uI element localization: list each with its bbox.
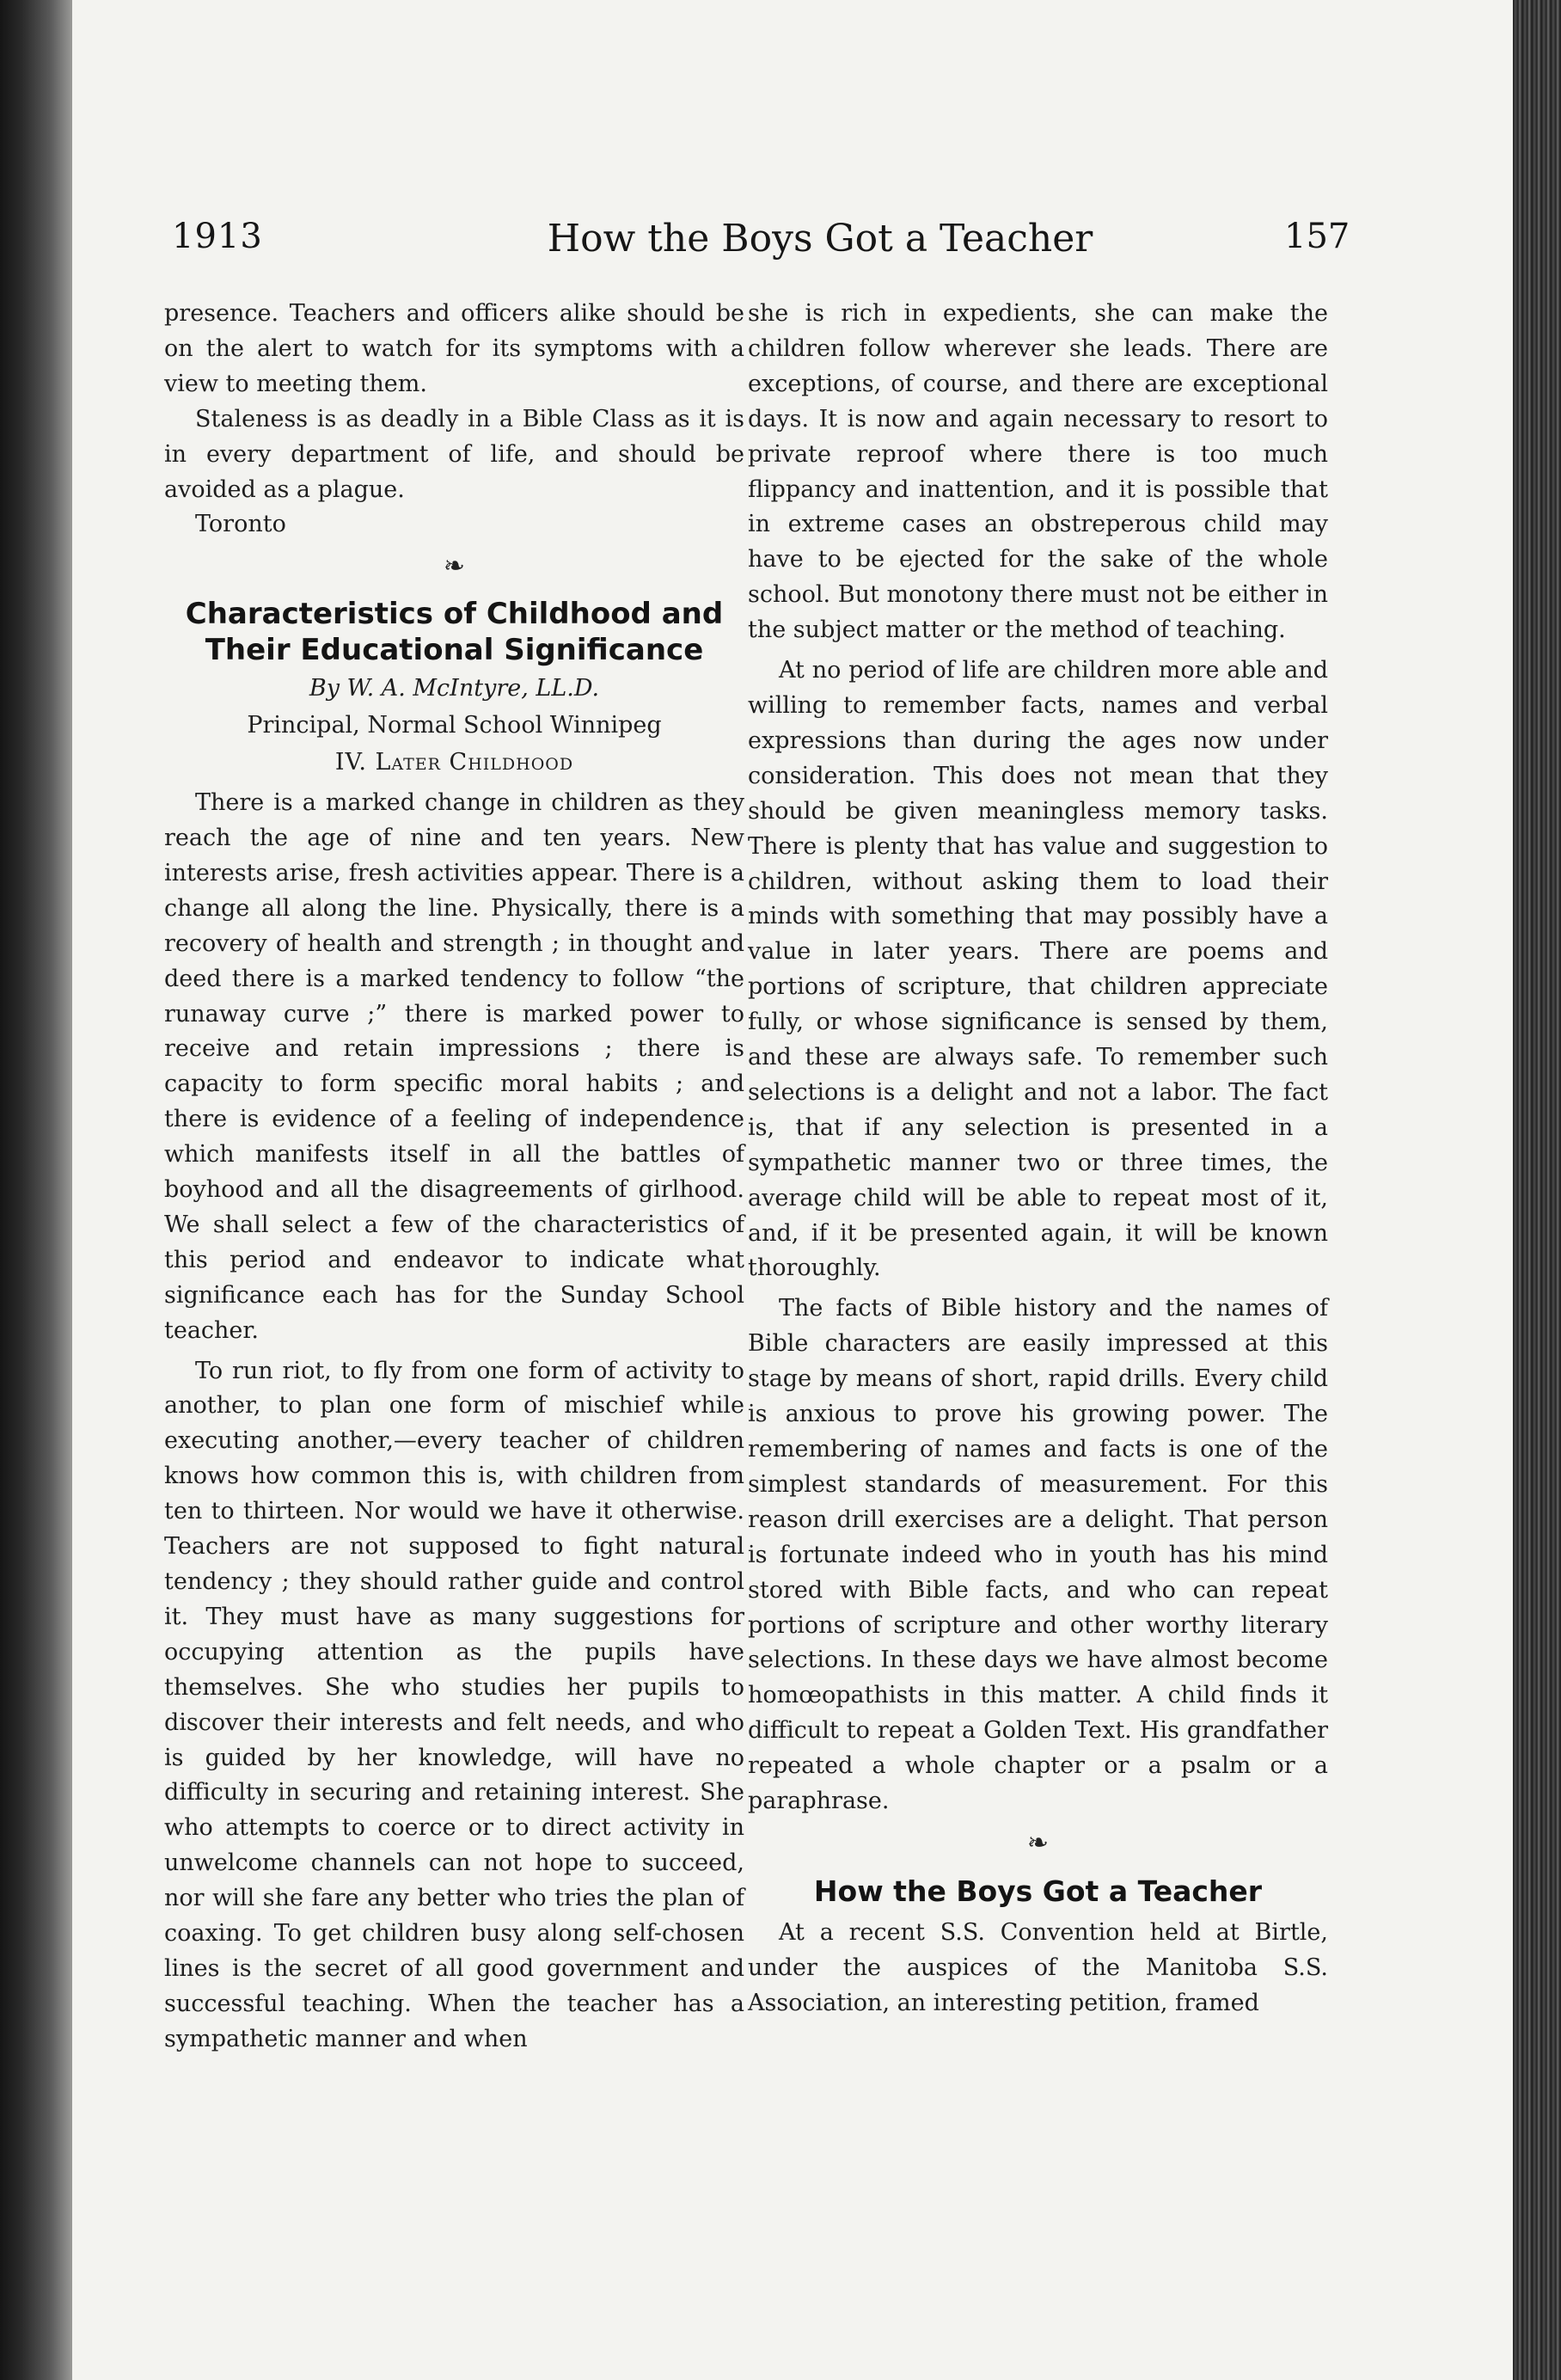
page-number: 157	[1284, 217, 1350, 256]
paragraph: Staleness is as deadly in a Bible Class as it is in every department of life, and should be avoided as a plague.	[164, 405, 744, 503]
paragraph: she is rich in expedients, she can make the children follow wherever she leads. There are exceptions, of course, and there are exceptional days. It is now and again necessary to resort to private reproof where there is too much flippancy and inattention, and it is possible that in extreme cases an obstreperous child may have to be ejected for the sake of the whole school. But monotony there must not be either in the subject matter or the method of teaching.	[748, 300, 1328, 644]
signature: Toronto	[195, 511, 286, 538]
paragraph: To run riot, to fly from one form of activity to another, to plan one form of mischief while executing another,—every teacher of children knows how common this is, with children from ten to thirteen. Nor would we have it otherwise. Teachers are not supposed to fight natural tendency ; they should rather guide and control it. They must have as many suggestions for occupying attention as the pupils have themselves. She who studies her pupils to discover their interests and felt needs, and who is guided by her knowledge, will have no difficulty in securing and retaining interest. She who attempts to coerce or to direct activity in unwelcome channels can not hope to succeed, nor will she fare any better who tries the plan of coaxing. To get children busy along self-chosen lines is the secret of all good government and successful teaching. When the teacher has a sympathetic manner and when	[164, 1357, 744, 2052]
paragraph: At a recent S.S. Convention held at Birtle, under the auspices of the Manitoba S.S. Association, an interesting petition, framed	[748, 1918, 1328, 2016]
article-title: Characteristics of Childhood and Their Educational Significance	[185, 597, 724, 668]
paragraph: presence. Teachers and officers alike should be on the alert to watch for its symptoms with a view to meeting them.	[164, 300, 744, 397]
paragraph: There is a marked change in children as they reach the age of nine and ten years. New interests arise, fresh activities appear. There is a change all along the line. Physically, there is a recovery of health and strength ; in thought and deed there is a marked tendency to follow “the runaway curve ;” there is marked power to receive and retain impressions ; there is capacity to form specific moral habits ; and there is evidence of a feeling of independence which manifests itself in all the battles of boyhood and all the disagreements of girlhood. We shall select a few of the characteristics of this period and endeavor to indicate what significance each has for the Sunday School teacher.	[164, 789, 744, 1344]
header-year: 1913	[172, 217, 263, 256]
right-column	[748, 297, 1328, 2021]
book-spine-left	[0, 0, 72, 2380]
ornament: ❧	[1026, 1827, 1050, 1858]
ornament: ❧	[443, 551, 466, 582]
byline: By W. A. McIntyre, LL.D.	[309, 675, 600, 702]
article-title: How the Boys Got a Teacher	[813, 1874, 1263, 1908]
paragraph: The facts of Bible history and the names of Bible characters are easily impressed at this stage by means of short, rapid drills. Every child is anxious to prove his growing power. The remembering of names and facts is one of the simplest standards of measurement. For this reason drill exercises are a delight. That person is fortunate indeed who in youth has his mind stored with Bible facts, and who can repeat portions of scripture and other worthy literary selections. In these days we have almost become homœopathists in this matter. A child finds it difficult to repeat a Golden Text. His grandfather repeated a whole chapter or a psalm or a paraphrase.	[748, 1295, 1328, 1815]
section-heading: IV. Later Childhood	[334, 749, 574, 776]
paragraph: At no period of life are children more able and willing to remember facts, names and verbal expressions than during the ages now under consideration. This does not mean that they should be given meaningless memory tasks. There is plenty that has value and suggestion to children, without asking them to load their minds with something that may possibly have a value in later years. There are poems and portions of scripture, that children appreciate fully, or whose significance is sensed by them, and these are always safe. To remember such selections is a delight and not a labor. The fact is, that if any selection is presented in a sympathetic manner two or three times, the average child will be able to repeat most of it, and, if it be presented again, it will be known thoroughly.	[748, 657, 1328, 1282]
affiliation: Principal, Normal School Winnipeg	[247, 712, 662, 739]
left-column	[164, 297, 744, 2058]
page-edges-right	[1513, 0, 1561, 2380]
running-title: How the Boys Got a Teacher	[547, 217, 1093, 261]
